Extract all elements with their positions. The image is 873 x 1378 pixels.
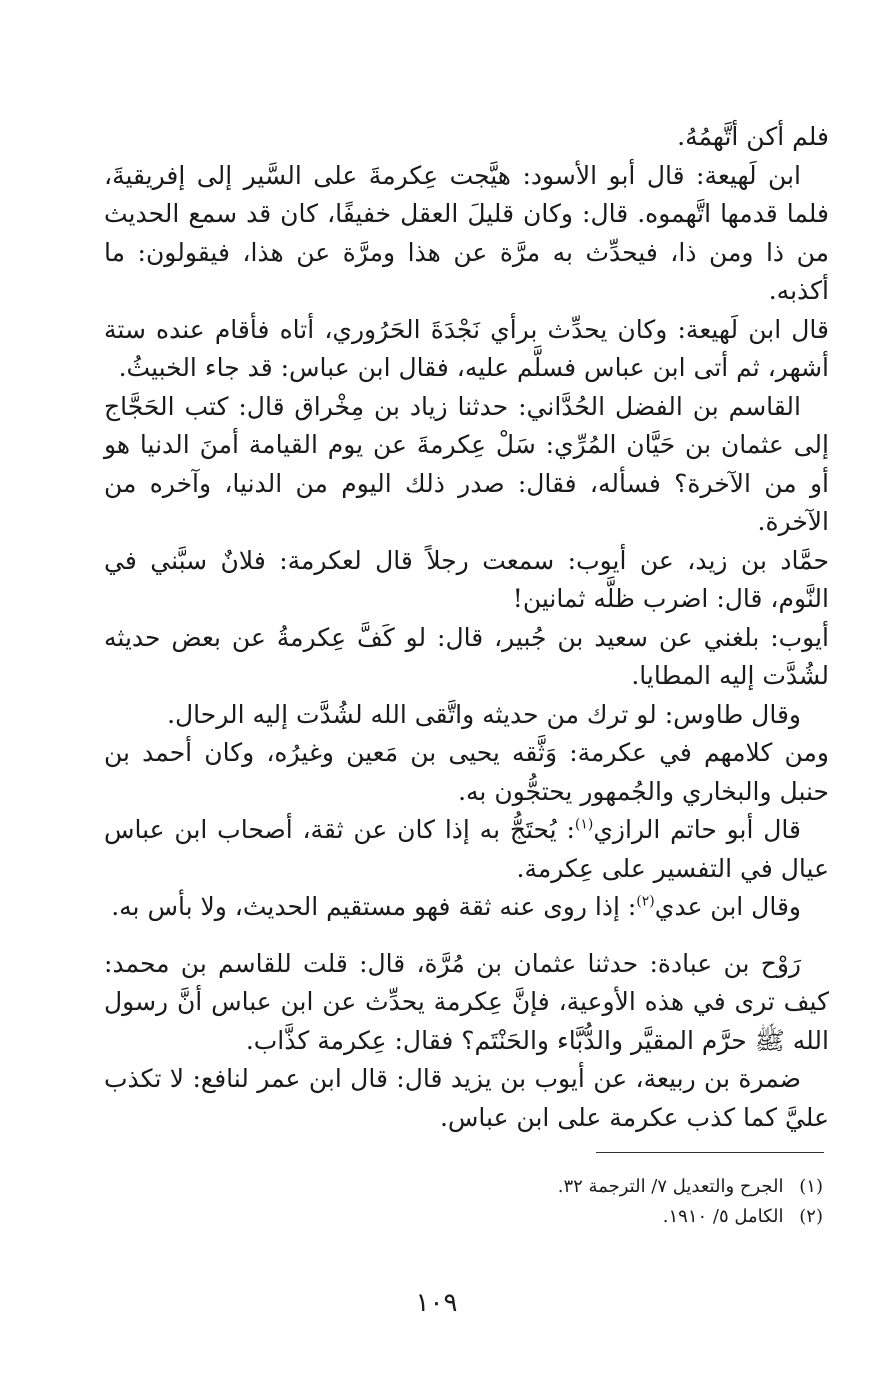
footnote-ref: (١) [574,816,594,833]
section-gap [104,927,829,945]
paragraph: حمَّاد بن زيد، عن أيوب: سمعت رجلاً قال لعكرمة: فلانٌ سبَّني في النَّوم، قال: اضرب ظلَّه ثمانين! [104,545,829,613]
main-text [104,118,829,1137]
paragraph: قال ابن لَهيعة: وكان يحدِّث برأي نَجْدَةَ الحَرُوري، أتاه فأقام عنده ستة أشهر، ثم أتى ابن عباس فسلَّم عليه، فقال ابن عباس: قد جاء الخبيثُ. [104,314,829,382]
footnote-text: الكامل ٥/ ١٩١٠. [662,1206,784,1227]
paragraph-text: وقال ابن عدي [654,892,801,921]
paragraph: أيوب: بلغني عن سعيد بن جُبير، قال: لو كَفَّ عِكرمةُ عن بعض حديثه لشُدَّت إليه المطايا. [104,622,829,690]
paragraph [104,811,829,888]
paragraph: ابن لَهيعة: قال أبو الأسود: هيَّجت عِكرمةَ على السَّير إلى إفريقيةَ، فلما قدمها اتَّهموه. قال: وكان قليلَ العقل خفيفًا، كان قد سمع الحديث من ذا ومن ذا، فيحدِّث به مرَّة عن هذا ومرَّة عن هذا، فيقولون: ما أكذبه. [104,160,829,305]
paragraph: فلم أكن أتَّهمُهُ. [677,122,829,151]
paragraph-text: : يُحتَجُّ به إذا كان عن ثقة، أصحاب ابن عباس عيال في التفسير على عِكرمة. [104,815,829,883]
paragraph: القاسم بن الفضل الحُدَّاني: حدثنا زياد بن مِخْراق قال: كتب الحَجَّاج إلى عثمان بن حَيَّان المُرِّي: سَلْ عِكرمةَ عن يوم القيامة أمنَ الدنيا هو أو من الآخرة؟ فسأله، فقال: صدر ذلك اليوم من الدنيا، وآخره من الآخرة. [104,391,829,536]
footnote-number: (٢) [799,1206,823,1227]
footnotes [423,1172,823,1232]
page-number: ١٠٩ [415,1288,458,1318]
paragraph: وقال طاوس: لو ترك من حديثه واتَّقى الله لشُدَّت إليه الرحال. [167,699,801,729]
footnote-ref: (٢) [636,893,655,910]
footnote-divider [596,1152,824,1153]
paragraph-text: قال أبو حاتم الرازي [593,815,801,844]
paragraph: ومن كلامهم في عكرمة: وَثَّقه يحيى بن مَعين وغيرُه، وكان أحمد بن حنبل والبخاري والجُمهور يحتجُّون به. [104,738,829,806]
footnote [423,1202,823,1232]
footnote [423,1172,823,1202]
paragraph-text: : إذا روى عنه ثقة فهو مستقيم الحديث، ولا بأس به. [111,892,637,921]
paragraph [104,888,829,927]
paragraph: رَوْح بن عبادة: حدثنا عثمان بن مُرَّة، قال: قلت للقاسم بن محمد: كيف ترى في هذه الأوعية، فإنَّ عِكرمة يحدِّث عن ابن عباس أنَّ رسول الله ﷺ حرَّم المقيَّر والدُّبَّاء والحَنْتَم؟ فقال: عِكرمة كذَّاب. [104,948,829,1055]
paragraph: ضمرة بن ربيعة، عن أيوب بن يزيد قال: قال ابن عمر لنافع: لا تكذب عليَّ كما كذب عكرمة على ابن عباس. [104,1064,829,1132]
footnote-number: (١) [799,1176,823,1197]
footnote-text: الجرح والتعديل ٧/ الترجمة ٣٢. [557,1176,784,1197]
